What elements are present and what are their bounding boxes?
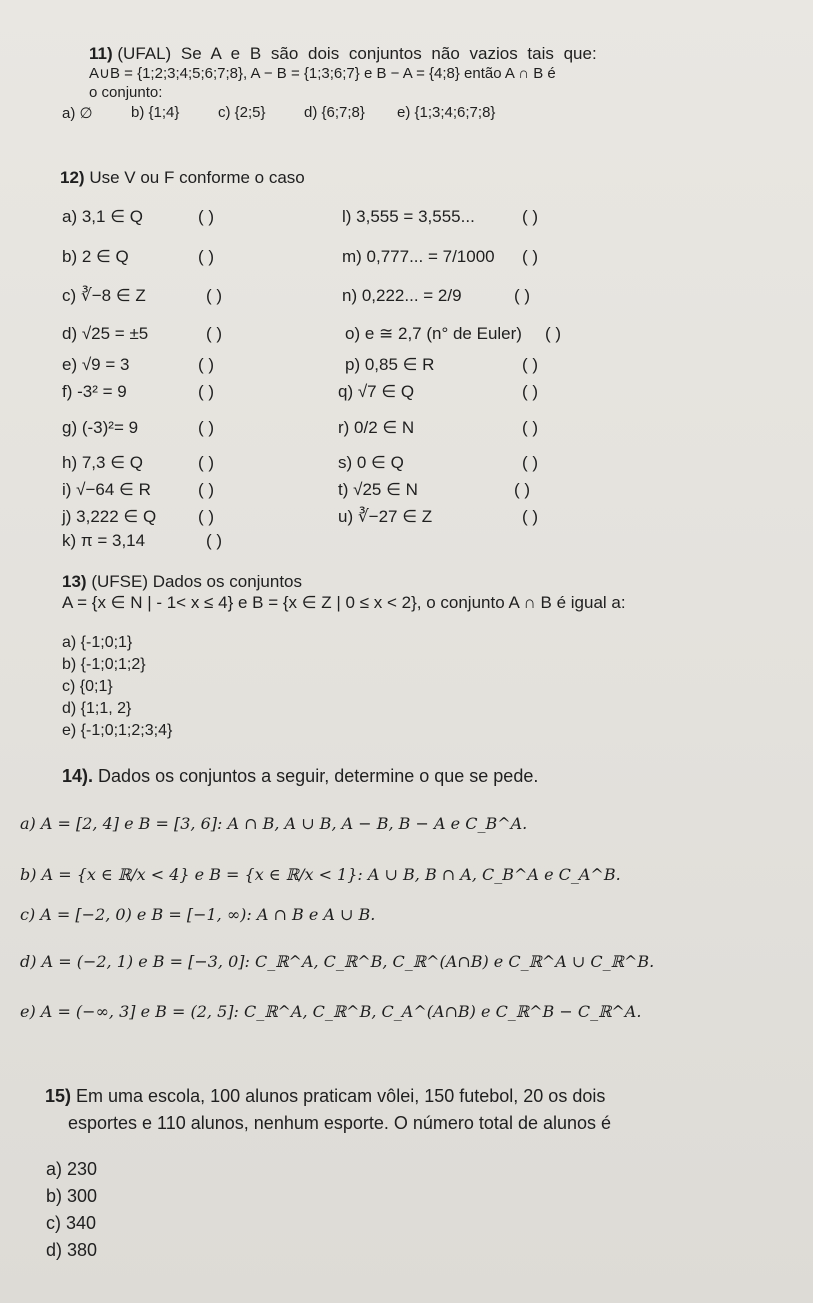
q12-item-u: u) ∛−27 ∈ Z <box>338 507 433 526</box>
q12-blank-j[interactable]: ( ) <box>198 507 215 526</box>
q11-number: 11) <box>89 44 113 63</box>
q13-option-b: b) {-1;0;1;2} <box>62 656 146 673</box>
q12-item-s: s) 0 ∈ Q <box>338 453 404 472</box>
q12-blank-c[interactable]: ( ) <box>206 286 223 305</box>
q12-blank-k[interactable]: ( ) <box>206 531 223 550</box>
q12-item-a: a) 3,1 ∈ Q <box>62 207 143 226</box>
q12-item-n: n) 0,222... = 2/9 <box>342 286 462 305</box>
q13-option-d: d) {1;1, 2} <box>62 700 132 717</box>
q12-heading <box>60 168 305 188</box>
q13-statement: A = {x ∈ N | - 1< x ≤ 4} e B = {x ∈ Z | 0 ≤ x < 2}, o conjunto A ∩ B é igual a: <box>62 593 626 612</box>
q13-option-a: a) {-1;0;1} <box>62 634 133 651</box>
q11-line1 <box>89 44 597 64</box>
q12-item-f: f) -3² = 9 <box>62 382 127 401</box>
q12-blank-s[interactable]: ( ) <box>522 453 539 472</box>
q11-option-e: e) {1;3;4;6;7;8} <box>397 104 496 121</box>
q11-sets: A∪B = {1;2;3;4;5;6;7;8}, A − B = {1;3;6;7} e B − A = {4;8} então A ∩ B é <box>89 65 556 82</box>
q14-title: Dados os conjuntos a seguir, determine o que se pede. <box>98 766 539 786</box>
q12-item-i: i) √−64 ∈ R <box>62 480 151 499</box>
q12-item-t: t) √25 ∈ N <box>338 480 418 499</box>
q12-blank-d[interactable]: ( ) <box>206 324 223 343</box>
q12-number: 12) <box>60 168 85 187</box>
q12-item-d: d) √25 = ±5 <box>62 324 149 343</box>
q12-item-o: o) e ≅ 2,7 (n° de Euler) <box>345 324 522 343</box>
q12-item-c: c) ∛−8 ∈ Z <box>62 286 146 305</box>
q12-blank-h[interactable]: ( ) <box>198 453 215 472</box>
q11-option-a: a) ∅ <box>62 105 93 122</box>
q12-blank-i[interactable]: ( ) <box>198 480 215 499</box>
q12-blank-l[interactable]: ( ) <box>522 207 539 226</box>
q12-item-q: q) √7 ∈ Q <box>338 382 415 401</box>
q12-blank-g[interactable]: ( ) <box>198 418 215 437</box>
q12-blank-b[interactable]: ( ) <box>198 247 215 266</box>
q12-blank-t[interactable]: ( ) <box>514 480 531 499</box>
q12-item-j: j) 3,222 ∈ Q <box>62 507 157 526</box>
q13-number: 13) <box>62 572 87 591</box>
q12-blank-n[interactable]: ( ) <box>514 286 531 305</box>
q14-item-d: d) A = (−2, 1) e B = [−3, 0]: C_ℝ^A, C_ℝ^B, C_ℝ^(A∩B) e C_ℝ^A ∪ C_ℝ^B. <box>20 952 655 971</box>
q15-option-d: d) 380 <box>46 1240 98 1260</box>
q12-blank-u[interactable]: ( ) <box>522 507 539 526</box>
q12-blank-a[interactable]: ( ) <box>198 207 215 226</box>
q12-blank-r[interactable]: ( ) <box>522 418 539 437</box>
q12-item-r: r) 0/2 ∈ N <box>338 418 415 437</box>
q15-text-2: esportes e 110 alunos, nenhum esporte. O número total de alunos é <box>68 1113 612 1133</box>
q12-item-e: e) √9 = 3 <box>62 355 130 374</box>
q15-number: 15) <box>45 1086 72 1106</box>
q15-option-b: b) 300 <box>46 1186 98 1206</box>
q12-item-b: b) 2 ∈ Q <box>62 247 129 266</box>
q11-intro: (UFAL) Se A e B são dois conjuntos não vazios tais que: <box>117 44 597 63</box>
q13-option-e: e) {-1;0;1;2;3;4} <box>62 722 173 739</box>
q15-option-a: a) 230 <box>46 1159 98 1179</box>
q11-option-b: b) {1;4} <box>131 104 180 121</box>
q12-title: Use V ou F conforme o caso <box>89 168 305 187</box>
q12-item-g: g) (-3)²= 9 <box>62 418 139 437</box>
q14-heading <box>62 766 538 787</box>
q13-heading <box>62 572 302 592</box>
q11-prompt: o conjunto: <box>89 84 163 101</box>
q15-text-1: Em uma escola, 100 alunos praticam vôlei, 150 futebol, 20 os dois <box>76 1086 606 1106</box>
q12-blank-e[interactable]: ( ) <box>198 355 215 374</box>
q15-line1 <box>45 1086 605 1107</box>
q12-item-k: k) π = 3,14 <box>62 531 146 550</box>
q14-item-c: c) A = [−2, 0) e B = [−1, ∞): A ∩ B e A ∪ B. <box>20 905 376 924</box>
q14-item-b: b) A = {x ∈ ℝ/x < 4} e B = {x ∈ ℝ/x < 1}: A ∪ B, B ∩ A, C_B^A e C_A^B. <box>20 865 621 884</box>
q11-option-c: c) {2;5} <box>218 104 266 121</box>
q15-option-c: c) 340 <box>46 1213 97 1233</box>
q12-blank-o[interactable]: ( ) <box>545 324 562 343</box>
q12-item-p: p) 0,85 ∈ R <box>345 355 435 374</box>
q12-item-h: h) 7,3 ∈ Q <box>62 453 143 472</box>
q12-item-l: l) 3,555 = 3,555... <box>342 207 475 226</box>
q13-option-c: c) {0;1} <box>62 678 113 695</box>
q12-blank-f[interactable]: ( ) <box>198 382 215 401</box>
q12-blank-q[interactable]: ( ) <box>522 382 539 401</box>
q14-item-e: e) A = (−∞, 3] e B = (2, 5]: C_ℝ^A, C_ℝ^B, C_A^(A∩B) e C_ℝ^B − C_ℝ^A. <box>20 1002 642 1021</box>
q14-number: 14). <box>62 766 94 786</box>
q12-item-m: m) 0,777... = 7/1000 <box>342 247 495 266</box>
q12-blank-m[interactable]: ( ) <box>522 247 539 266</box>
q13-title: (UFSE) Dados os conjuntos <box>91 572 303 591</box>
q11-option-d: d) {6;7;8} <box>304 104 365 121</box>
q12-blank-p[interactable]: ( ) <box>522 355 539 374</box>
q14-item-a: a) A = [2, 4] e B = [3, 6]: A ∩ B, A ∪ B, A − B, B − A e C_B^A. <box>20 814 528 833</box>
